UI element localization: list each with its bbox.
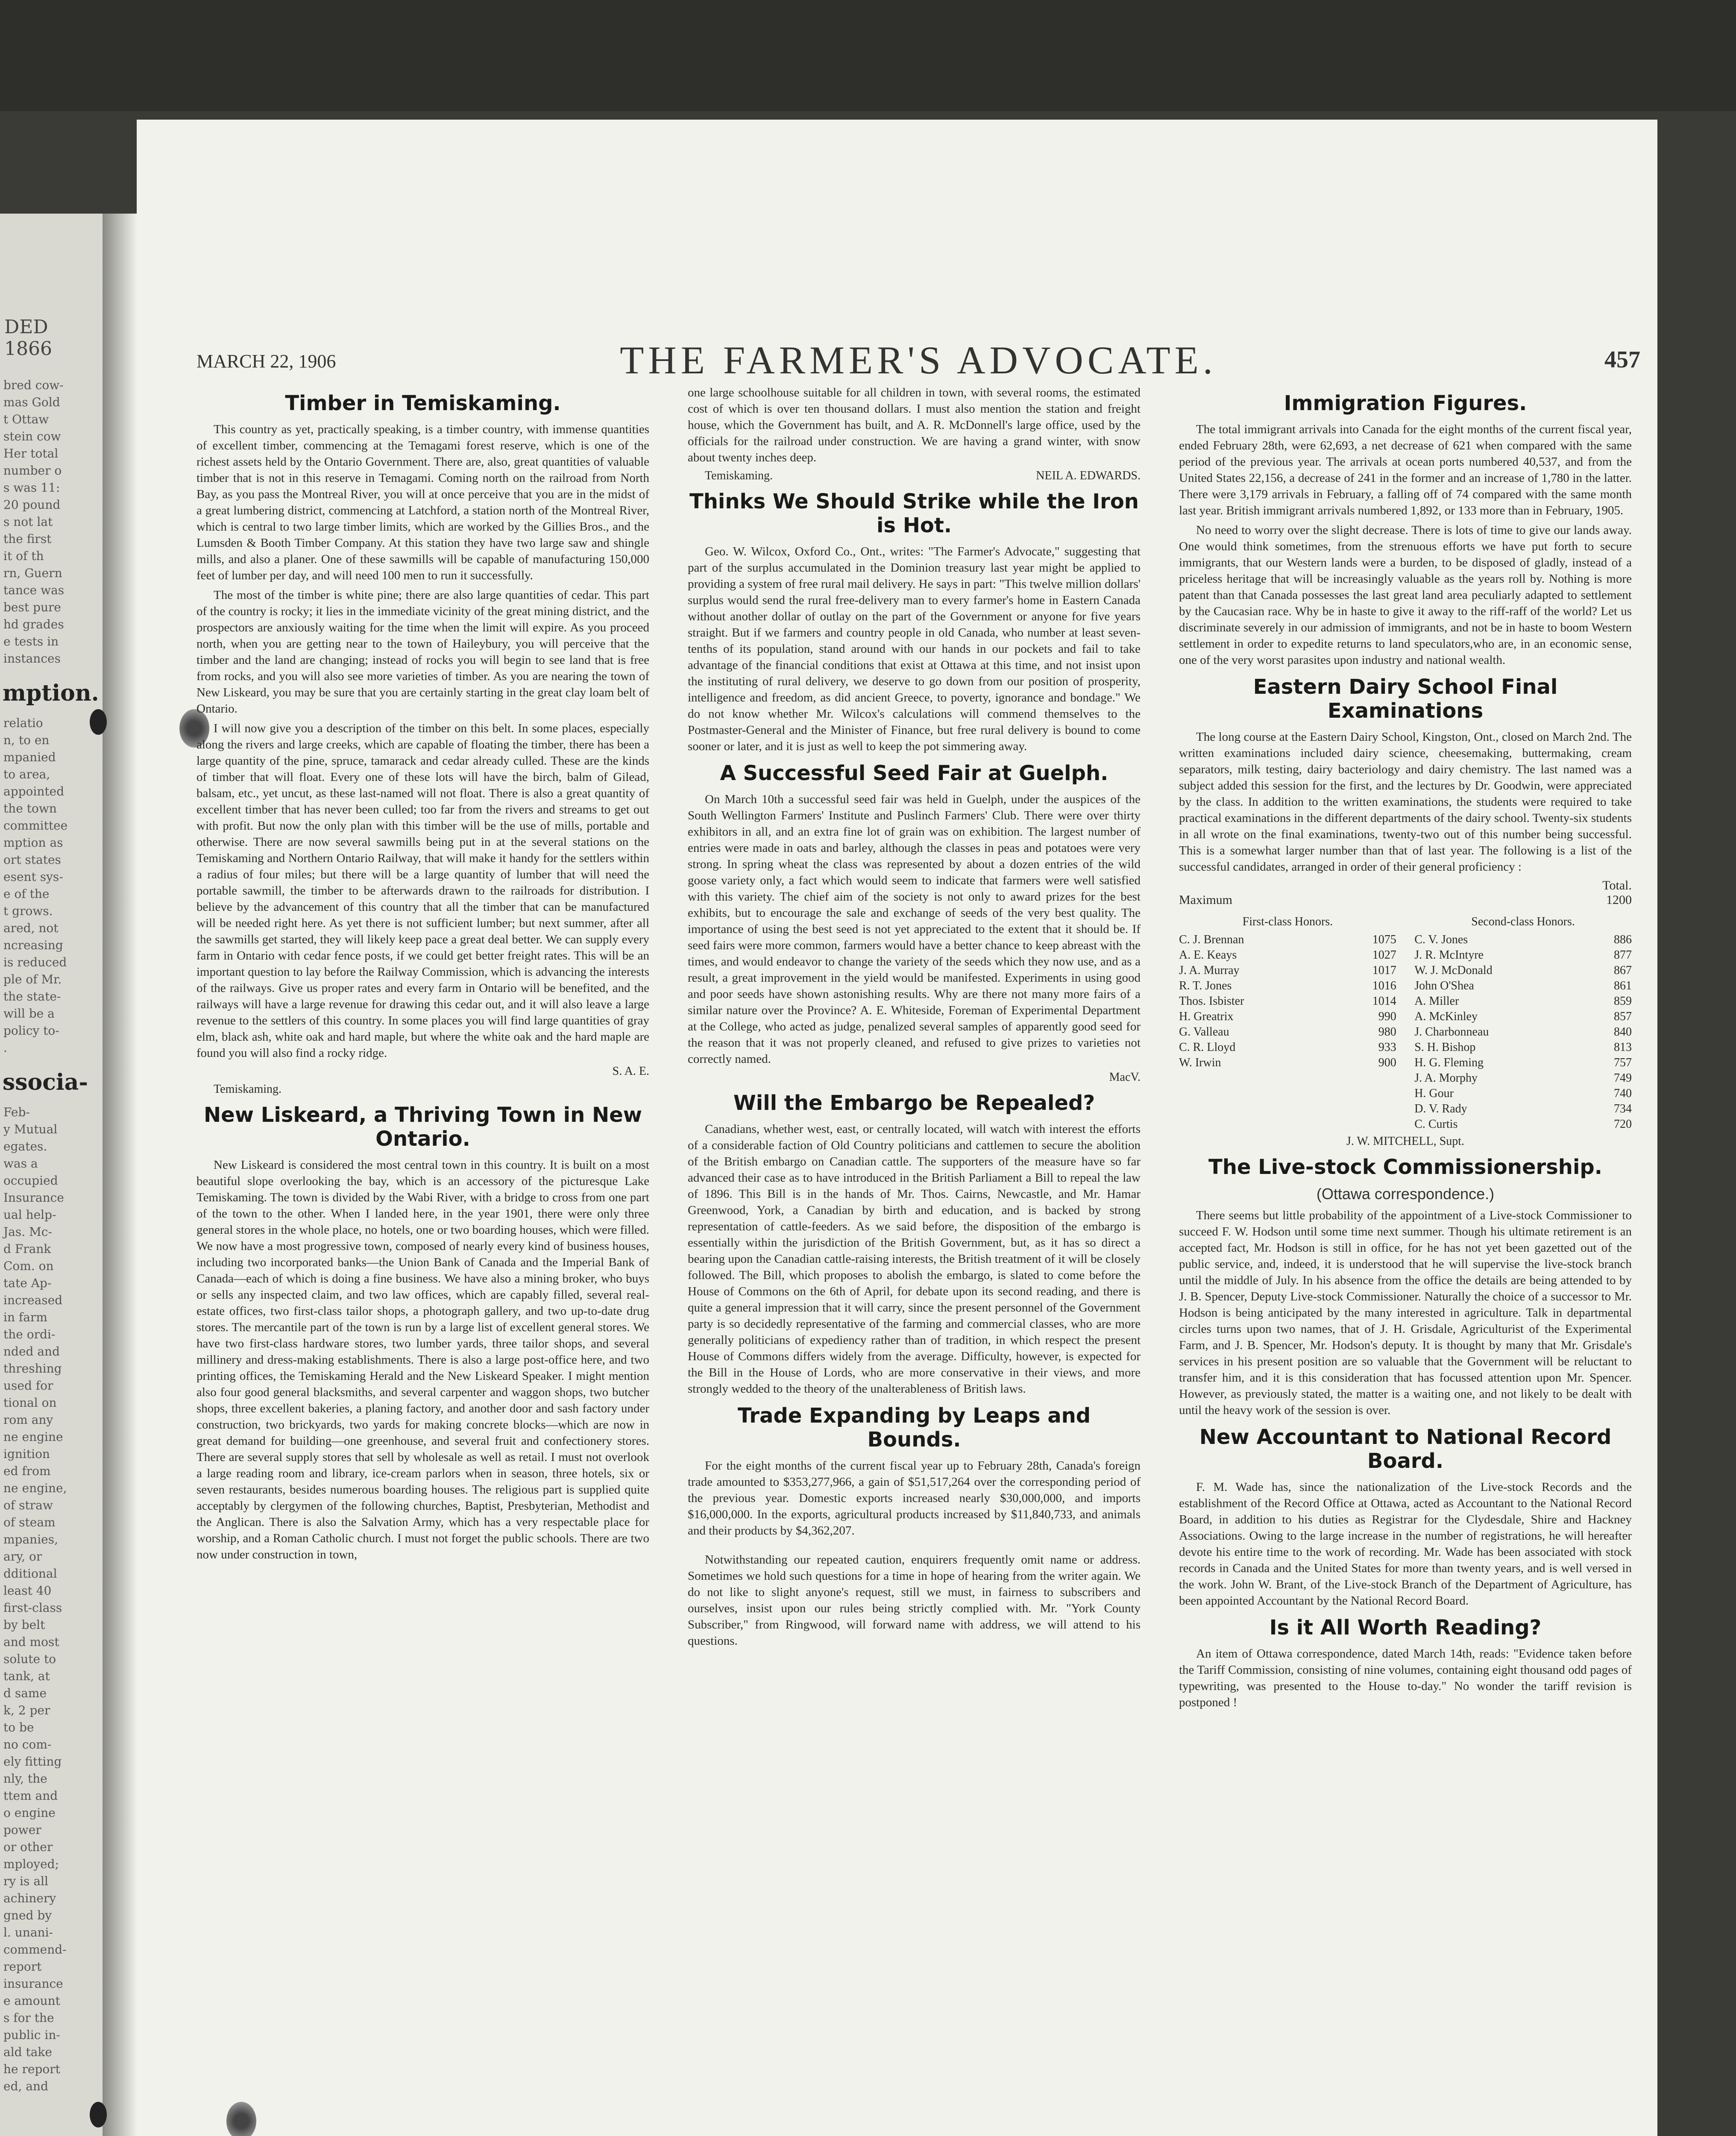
facing-page-line: s for the bbox=[3, 2011, 54, 2025]
facing-page-line: instances bbox=[3, 651, 61, 666]
facing-page-line: s not lat bbox=[3, 515, 53, 529]
facing-page-line: mpanies, bbox=[3, 1532, 58, 1546]
facing-page-line: e amount bbox=[3, 1994, 60, 2008]
article-heading: A Successful Seed Fair at Guelph. bbox=[720, 761, 1108, 785]
student-score: 900 bbox=[1378, 1056, 1396, 1069]
student-name: S. H. Bishop bbox=[1414, 1041, 1476, 1054]
facing-page-line: ignition bbox=[3, 1447, 50, 1461]
facing-page-fragment bbox=[0, 214, 103, 2136]
honors-row bbox=[1179, 1040, 1396, 1055]
facing-page-line: hd grades bbox=[3, 617, 64, 631]
signature: MacV. bbox=[1109, 1071, 1141, 1084]
student-name: W. Irwin bbox=[1179, 1056, 1221, 1069]
binding-hole-left-bottom bbox=[226, 2102, 256, 2136]
facing-page-line: achinery bbox=[3, 1891, 56, 1905]
signature-block bbox=[688, 469, 1141, 483]
facing-page-line: Feb- bbox=[3, 1105, 30, 1119]
scan-border bbox=[0, 0, 1736, 111]
honors-row bbox=[1414, 1040, 1632, 1055]
student-name: C. Curtis bbox=[1414, 1118, 1458, 1131]
facing-page-line: ely fitting bbox=[3, 1755, 62, 1769]
paragraph: The total immigrant arrivals into Canada for the eight months of the current fiscal year, ended February 28th, were 62,693, a net decrease of 621 when compared with the same period of the previous year. The arrivals at ocean ports numbered 40,537, and from the United States 22,156, a decrease of 241 in the former and an increase of 1,780 in the latter. There were 3,179 arrivals in February, a falling off of 74 compared with the same month last year. British immigrant arrivals numbered 1,892, or 133 more than in February, 1905. bbox=[1179, 423, 1632, 517]
honors-row bbox=[1179, 1024, 1396, 1040]
facing-page-line: tank, at bbox=[3, 1669, 50, 1683]
facing-page-line: nly, the bbox=[3, 1772, 47, 1786]
facing-page-line: k, 2 per bbox=[3, 1703, 50, 1717]
signature: J. W. MITCHELL, Supt. bbox=[1346, 1135, 1465, 1148]
facing-page-line: public in- bbox=[3, 2028, 60, 2042]
facing-page-line: t Ottaw bbox=[3, 412, 49, 426]
student-name: G. Valleau bbox=[1179, 1025, 1229, 1039]
student-score: 877 bbox=[1614, 948, 1632, 962]
facing-page-title-2: ssocia- bbox=[3, 1069, 88, 1095]
facing-page-line: least 40 bbox=[3, 1584, 52, 1598]
facing-page-lines-mid bbox=[0, 715, 103, 1056]
column-3 bbox=[1179, 384, 1632, 1714]
facing-page-line: of straw bbox=[3, 1498, 53, 1512]
student-score: 980 bbox=[1378, 1025, 1396, 1039]
student-score: 1075 bbox=[1372, 933, 1396, 946]
issue-date: MARCH 22, 1906 bbox=[196, 351, 336, 372]
honors-row bbox=[1414, 978, 1632, 994]
honors-row bbox=[1414, 994, 1632, 1009]
paragraph: On March 10th a successful seed fair was held in Guelph, under the auspices of the South Wellington Farmers' Institute and Puslinch Farmers' Club. There were over thirty exhibitors in all, and an extra fine lot of grain was on exhibition. The largest number of entries were made in oats and barley, although the classes in peas and potatoes were very strong. In spring wheat the class was represented by about a dozen entries of the wild goose variety only, a fact which would seem to indicate that farmers were well satisfied with this variety. The chief aim of the society is not only to award prizes for the best exhibits, but to encourage the sale and exchange of seeds of the very best quality. The importance of using the best seed is not yet appreciated to the extent that it should be. If seed fairs were more common, farmers would have a better chance to keep abreast with the times, and would endeavor to change the variety of the seeds which they now use, and as a result, a great improvement in the yield would be manifested. Experiments in using good and poor seeds have shown astonishing results. Why are there not many more fairs of a similar nature over the Province? A. E. Whiteside, Foreman of Experimental Department at the College, who acted as judge, penalized several samples of apparently good seed for the reason that it was not properly cleaned, and refused to give prizes to varieties not correctly named. bbox=[688, 792, 1141, 1066]
facing-page-line: number o bbox=[3, 464, 62, 478]
masthead-title: THE FARMER'S ADVOCATE. bbox=[620, 338, 1217, 382]
facing-page-line: ncreasing bbox=[3, 938, 63, 952]
facing-page-line: no com- bbox=[3, 1737, 52, 1752]
facing-page-line: s was 11: bbox=[3, 481, 60, 495]
honors-table bbox=[1179, 914, 1632, 1132]
facing-page-line: bred cow- bbox=[3, 378, 64, 392]
facing-page-line: to area, bbox=[3, 767, 50, 781]
facing-page-line: the ordi- bbox=[3, 1327, 56, 1341]
facing-page-line: power bbox=[3, 1823, 41, 1837]
article-heading: Timber in Temiskaming. bbox=[285, 391, 561, 415]
facing-page-line: or other bbox=[3, 1840, 53, 1854]
page-header bbox=[196, 333, 1640, 384]
student-name: A. E. Keays bbox=[1179, 948, 1237, 962]
student-name: J. A. Murray bbox=[1179, 964, 1240, 977]
paragraph: The long course at the Eastern Dairy School, Kingston, Ont., closed on March 2nd. The written examinations included dairy science, cheesemaking, buttermaking, cream separators, milk testing, dairy bacteriology and dairy chemistry. The last named was a subject added this session for the first, and the lectures by Dr. Goodwin, were appreciated by the class. In addition to the written examinations, the students were required to take practical examinations in the different departments of the dairy school. Twenty-six students in all wrote on the final examinations, twenty-two out of this number being successful. This is a somewhat larger number than that of last year. The following is a list of the successful candidates, arranged in order of their general proficiency : bbox=[1179, 730, 1632, 874]
facing-page-line: e tests in bbox=[3, 634, 59, 648]
honors-row bbox=[1179, 963, 1396, 978]
facing-page-line: to be bbox=[3, 1720, 34, 1734]
facing-page-line: y Mutual bbox=[3, 1122, 58, 1136]
signature: S. A. E. bbox=[612, 1065, 649, 1078]
facing-page-line: d same bbox=[3, 1686, 47, 1700]
facing-page-line: dditional bbox=[3, 1567, 57, 1581]
facing-page-line: increased bbox=[3, 1293, 63, 1307]
paragraph: I will now give you a description of the timber on this belt. In some places, especially along the rivers and large creeks, which are capable of floating the timber, there has been a large quantity of the pine, spruce, tamarack and cedar already culled. These are the kinds of timber that will float. Every one of these lots will have the birch, balm of Gilead, balsam, etc., yet uncut, as these last-named will not float. There is also a great quantity of excellent timber that has never been culled; too far from the rivers and streams to get out with profit. But now the only plan with this timber will be the use of mills, portable and otherwise. There are now several sawmills being put in at the several stations on the Temiskaming and Northern Ontario Railway, that will make it handy for the settlers within a radius of four miles; but there will be a large quantity of lumber that will need the portable sawmill, the timber to be afterwards drawn to the railroads for distribution. I believe by the advancement of this country that all the timber that can be manufactured will be needed right here. As yet there is not sufficient lumber; but next summer, after all the sawmills get started, they will likely keep pace a great deal better. We can supply every farm in Ontario with cedar fence posts, if we could get better freight rates. This will be an important question to lay before the Railway Commission, which is advancing the interests of the railways. Give us proper rates and every farm in Ontario will be benefited, and the railways will have a large revenue for drawing this cedar out, and it will also leave a large revenue to the settlers of this country. In some places you will find large quantities of gray elm, black ash, white oak and hard maple, but where the white oak and the hard maple are found you will also find a rocky ridge. bbox=[196, 722, 649, 1060]
facing-page-line: ry is all bbox=[3, 1874, 48, 1888]
facing-page-line: of steam bbox=[3, 1515, 56, 1529]
honors-row bbox=[1414, 963, 1632, 978]
newspaper-page bbox=[137, 120, 1657, 2136]
facing-page-header: DED 1866 bbox=[4, 316, 52, 360]
student-name: C. V. Jones bbox=[1414, 933, 1468, 946]
honors-row bbox=[1414, 1055, 1632, 1071]
honors-row bbox=[1414, 1024, 1632, 1040]
second-class-honors bbox=[1414, 914, 1632, 1132]
facing-page-line: n, to en bbox=[3, 733, 50, 747]
facing-page-line: esent sys- bbox=[3, 870, 63, 884]
facing-page-line: mployed; bbox=[3, 1857, 59, 1871]
facing-page-line: appointed bbox=[3, 784, 65, 798]
binding-hole-bottom bbox=[90, 2102, 107, 2127]
maximum-value: 1200 bbox=[1606, 893, 1632, 907]
paragraph: Geo. W. Wilcox, Oxford Co., Ont., writes: "The Farmer's Advocate," suggesting that part of the surplus accumulated in the Dominion treasury last year might be applied to providing a system of free rural mail delivery. He says in part: "This twelve million dollars' surplus would send the rural free-delivery man to every farmer's home in Eastern Canada without another dollar of outlay on the part of the Government or anyone for five years straight. But if we farmers and country people in old Canada, who number at least seven-tenths of its population, stand around with our hands in our pockets and fail to take advantage of the financial conditions that exist at Ottawa at this time, and not insist upon the instituting of rural delivery, we deserve to go down from our position of prosperity, intelligence and freedom, as did ancient Greece, to poverty, ignorance and bondage." We do not know whether Mr. Wilcox's calculations will commend themselves to the Postmaster-General and the Minister of Finance, but free rural delivery is bound to come sooner or later, and it is just as well to keep the pot simmering away. bbox=[688, 545, 1141, 753]
article-heading: New Liskeard, a Thriving Town in New Ontario. bbox=[203, 1103, 642, 1151]
paragraph: Notwithstanding our repeated caution, enquirers frequently omit name or address. Sometimes we hold such questions for a time in hope of hearing from the writer again. We do not like to slight anyone's request, still we must, in fairness to subscribers and ourselves, insist upon our rules being strictly complied with. Mr. "York County Subscriber," from Ringwood, will forward name with address, we will attend to his questions. bbox=[688, 1553, 1141, 1648]
student-name: W. J. McDonald bbox=[1414, 964, 1493, 977]
book-gutter bbox=[103, 214, 137, 2136]
total-header: Total. bbox=[1602, 878, 1632, 892]
paragraph: This country as yet, practically speaking, is a timber country, with immense quantities of excellent timber, commencing at the Temagami forest reserve, which is one of the richest assets held by the Ontario Government. There are, also, great quantities of valuable timber that is not in this reserve in Temagami. Coming north on the railroad from North Bay, as you pass the Montreal River, you will at once perceive that you are in the midst of a great lumbering district, commencing at Latchford, a station north of the Montreal River, which is central to two large timber limits, which are worked by the Gillies Bros., and the Lumsden & Booth Timber Company. At this station they have two large saw and shingle mills, and also a planer. One of these sawmills will be capable of manufacturing 150,000 feet of lumber per day, and will need 100 men to run it successfully. bbox=[196, 423, 649, 582]
honors-row bbox=[1414, 1071, 1632, 1086]
facing-page-line: Insurance bbox=[3, 1191, 64, 1205]
facing-page-line: it of th bbox=[3, 549, 44, 563]
student-score: 813 bbox=[1614, 1041, 1632, 1054]
facing-page-line: occupied bbox=[3, 1174, 58, 1188]
facing-page-line: t grows. bbox=[3, 904, 53, 918]
student-name: J. A. Morphy bbox=[1414, 1071, 1478, 1085]
student-score: 857 bbox=[1614, 1010, 1632, 1023]
student-name: J. R. McIntyre bbox=[1414, 948, 1484, 962]
signature-place: Temiskaming. bbox=[705, 469, 773, 482]
facing-page-line: the first bbox=[3, 532, 52, 546]
student-name: C. J. Brennan bbox=[1179, 933, 1244, 946]
student-score: 886 bbox=[1614, 933, 1632, 946]
honors-row bbox=[1414, 932, 1632, 948]
facing-page-line: . bbox=[3, 1041, 7, 1055]
facing-page-line: will be a bbox=[3, 1006, 55, 1021]
facing-page-line: gned by bbox=[3, 1908, 52, 1922]
honors-row bbox=[1414, 1009, 1632, 1024]
facing-page-line: ald take bbox=[3, 2045, 52, 2059]
student-score: 1017 bbox=[1372, 964, 1396, 977]
facing-page-line: the town bbox=[3, 801, 57, 816]
page-number: 457 bbox=[1604, 346, 1640, 373]
facing-page-line: ed, and bbox=[3, 2079, 48, 2093]
student-name: R. T. Jones bbox=[1179, 979, 1232, 992]
facing-page-line: was a bbox=[3, 1156, 38, 1171]
facing-page-line: best pure bbox=[3, 600, 61, 614]
facing-page-line: ttem and bbox=[3, 1789, 58, 1803]
student-score: 734 bbox=[1614, 1102, 1632, 1115]
student-score: 933 bbox=[1378, 1041, 1396, 1054]
student-score: 1016 bbox=[1372, 979, 1396, 992]
student-name: A. McKinley bbox=[1414, 1010, 1478, 1023]
article-heading: Trade Expanding by Leaps and Bounds. bbox=[737, 1404, 1091, 1452]
facing-page-line: policy to- bbox=[3, 1024, 59, 1038]
facing-page-line: ared, not bbox=[3, 921, 59, 935]
facing-page-line: solute to bbox=[3, 1652, 56, 1666]
honors-row bbox=[1414, 948, 1632, 963]
student-name: H. Gour bbox=[1414, 1087, 1454, 1100]
student-score: 859 bbox=[1614, 995, 1632, 1008]
paragraph: For the eight months of the current fiscal year up to February 28th, Canada's foreign trade amounted to $353,277,966, a gain of $51,517,264 over the corresponding period of the previous year. Domestic exports increased nearly $30,000,000, and imports $16,000,000. In the exports, agricultural products increased by $11,840,733, and animals and their products by $4,362,207. bbox=[688, 1459, 1141, 1537]
facing-page-line: committee bbox=[3, 819, 68, 833]
facing-page-lines-bottom bbox=[0, 1104, 103, 2095]
facing-page-line: mpanied bbox=[3, 750, 56, 764]
student-score: 840 bbox=[1614, 1025, 1632, 1039]
facing-page-line: l. unani- bbox=[3, 1925, 53, 1939]
student-score: 740 bbox=[1614, 1087, 1632, 1100]
facing-page-line: ort states bbox=[3, 853, 61, 867]
article-heading: Thinks We Should Strike while the Iron is Hot. bbox=[689, 490, 1139, 537]
first-class-header: First-class Honors. bbox=[1242, 915, 1333, 928]
facing-page-line: ne engine bbox=[3, 1430, 63, 1444]
student-score: 757 bbox=[1614, 1056, 1632, 1069]
article-heading: Will the Embargo be Repealed? bbox=[733, 1091, 1095, 1115]
student-score: 861 bbox=[1614, 979, 1632, 992]
facing-page-line: report bbox=[3, 1960, 42, 1974]
signature-place: Temiskaming. bbox=[214, 1083, 282, 1096]
facing-page-line: nded and bbox=[3, 1344, 60, 1358]
facing-page-line: first-class bbox=[3, 1601, 62, 1615]
facing-page-line: threshing bbox=[3, 1361, 62, 1376]
facing-page-line: o engine bbox=[3, 1806, 56, 1820]
facing-page-line: ple of Mr. bbox=[3, 972, 62, 986]
paragraph: Canadians, whether west, east, or centrally located, will watch with interest the efforts of a considerable faction of Old Country politicians and cattlemen to secure the abolition of the British embargo on Canadian cattle. The supporters of the measure have so far advanced their case as to have introduced in the British Parliament a Bill to repeal the law of 1896. This Bill is in the hands of Mr. Thos. Cairns, Newcastle, and Mr. Hamar Greenwood, York, a Canadian by birth and education, and is backed by strong representation of cattle-feeders. As we said before, the disposition of the embargo is essentially within the jurisdiction of the British Government, but, as it has so direct a bearing upon the Canadian cattle-raising interests, the British treatment of it will be closely followed. The Bill, which proposes to abolish the embargo, is slated to come before the House of Commons on the 6th of April, for debate upon its second reading, and there is quite a general impression that it will carry, since the present personnel of the Government party is so decidedly representative of the farming and commercial classes, who are more generally politicians of expediency rather than of tradition, in which respect the present House of Commons differs widely from the average. Difficulty, however, is expected for the Bill in the House of Lords, who are more conservative in their views, and more strongly wedded to the theory of the unalterableness of British laws. bbox=[688, 1122, 1141, 1396]
honors-row bbox=[1179, 1055, 1396, 1071]
student-score: 867 bbox=[1614, 964, 1632, 977]
article-heading: Eastern Dairy School Final Examinations bbox=[1253, 675, 1558, 723]
paragraph: The most of the timber is white pine; there are also large quantities of cedar. This part of the country is rocky; it lies in the immediate vicinity of the great mining district, and the prospectors are anxiously waiting for the time when the limit will expire. As you proceed north, when you are getting near to the town of Haileybury, you will perceive that the timber and the land are changing; instead of rocks you will begin to see land that is free from rocks, and you will also see more varieties of timber. As you are nearing the town of New Liskeard, you may be sure that you are certainly starting in the great clay loam belt of Ontario. bbox=[196, 588, 649, 716]
article-heading: New Accountant to National Record Board. bbox=[1199, 1425, 1612, 1473]
facing-page-line: he report bbox=[3, 2062, 60, 2076]
paragraph: An item of Ottawa correspondence, dated March 14th, reads: "Evidence taken before the Tariff Commission, consisting of nine volumes, containing eight thousand odd pages of typewriting, was presented to the House to-day." No wonder the tariff revision is postponed ! bbox=[1179, 1647, 1632, 1709]
facing-page-line: ary, or bbox=[3, 1549, 42, 1564]
student-score: 1027 bbox=[1372, 948, 1396, 962]
facing-page-lines-top bbox=[0, 377, 103, 667]
paragraph: New Liskeard is considered the most central town in this country. It is built on a most beautiful slope overlooking the bay, which is an accessory of the picturesque Lake Temiskaming. The town is divided by the Wabi River, with a bridge to cross from one part of the town to the other. When I landed here, in the year 1901, there were only three general stores in the whole place, no hotels, one or two boarding houses, which were filled. We now have a most progressive town, composed of nearly every kind of business houses, including two incorporated banks—the Union Bank of Canada and the Imperial Bank of Canada—each of which is doing a fine business. We have also a mining broker, who buys or sells any inspected claim, and two law offices, which are capably filled, several real-estate offices, two first-class tailor shops, a photograph gallery, and two up-to-date drug stores. The mercantile part of the town is run by a large list of excellent general stores. We have two first-class hardware stores, two lumber yards, three tailor shops, and several millinery and dress-making establishments. There is also a large post-office here, and two printing offices, the Temiskaming Herald and the New Liskeard Speaker. I might mention also four good general blacksmiths, and several carpenter and waggon shops, two butcher shops, three excellent bakeries, a planing factory, and another door and sash factory under construction, two brickyards, two yards for making concrete blocks—which are now in great demand for building—one greenhouse, and several fruit and confectionery stores. There are several supply stores that sell by wholesale as well as retail. I must not overlook a large reading room and library, ice-cream parlors when in season, three hotels, six or seven restaurants, besides numerous boarding houses. The religious part is supplied quite acceptably by clergymen of the following churches, Baptist, Presbyterian, Methodist and the Anglican. There is also the Salvation Army, which has a very respectable place for worship, and a Roman Catholic church. I must not forget the public schools. There are two now under construction in town, bbox=[196, 1158, 649, 1561]
paragraph: one large schoolhouse suitable for all children in town, with several rooms, the estimated cost of which is over ten thousand dollars. I must also mention the station and freight house, which the Government has built, and A. R. McDonnell's large office, used by the officials for the railroad under construction. We are having a grand winter, with snow about twenty inches deep. bbox=[688, 386, 1141, 464]
student-name: C. R. Lloyd bbox=[1179, 1041, 1236, 1054]
first-class-honors bbox=[1179, 914, 1396, 1132]
facing-page-line: rom any bbox=[3, 1413, 53, 1427]
binding-hole-top bbox=[90, 709, 107, 735]
facing-page-line: in farm bbox=[3, 1310, 47, 1324]
paragraph: F. M. Wade has, since the nationalization of the Live-stock Records and the establishment of the Record Office at Ottawa, acted as Accountant to the National Record Board, in addition to his duties as Registrar for the Clydesdale, Shire and Hackney Associations. Owing to the large increase in the number of registrations, he will hereafter devote his entire time to the work of recording. Mr. Wade has been associated with stock records in Canada and the United States for more than twenty years, and is well versed in the work. John W. Brant, of the Live-stock Branch of the Department of Agriculture, has been appointed Accountant by the National Record Board. bbox=[1179, 1480, 1632, 1608]
maximum-row bbox=[1179, 893, 1632, 907]
facing-page-line: mption as bbox=[3, 836, 63, 850]
facing-page-line: rn, Guern bbox=[3, 566, 62, 580]
facing-page-line: ual help- bbox=[3, 1208, 56, 1222]
student-score: 749 bbox=[1614, 1071, 1632, 1085]
facing-page-line: used for bbox=[3, 1379, 53, 1393]
honors-row bbox=[1179, 1009, 1396, 1024]
facing-page-title-1: mption. bbox=[3, 680, 99, 706]
second-class-header: Second-class Honors. bbox=[1471, 915, 1575, 928]
article-heading: The Live-stock Commissionership. bbox=[1208, 1155, 1602, 1179]
facing-page-line: the state- bbox=[3, 989, 61, 1003]
column-1 bbox=[196, 384, 649, 1566]
facing-page-line: Jas. Mc- bbox=[3, 1225, 52, 1239]
signature: NEIL A. EDWARDS. bbox=[1036, 469, 1141, 482]
facing-page-line: d Frank bbox=[3, 1242, 51, 1256]
honors-row bbox=[1179, 978, 1396, 994]
facing-page-line: ed from bbox=[3, 1464, 51, 1478]
student-score: 990 bbox=[1378, 1010, 1396, 1023]
facing-page-line: and most bbox=[3, 1635, 59, 1649]
article-subheading: (Ottawa correspondence.) bbox=[1316, 1185, 1495, 1203]
student-name: Thos. Isbister bbox=[1179, 995, 1244, 1008]
honors-row bbox=[1179, 994, 1396, 1009]
facing-page-line: insurance bbox=[3, 1977, 63, 1991]
honors-row bbox=[1414, 1101, 1632, 1117]
facing-page-line: ne engine, bbox=[3, 1481, 67, 1495]
article-heading: Is it All Worth Reading? bbox=[1269, 1616, 1542, 1640]
student-name: D. V. Rady bbox=[1414, 1102, 1467, 1115]
paragraph: No need to worry over the slight decrease. There is lots of time to give our lands away. One would think sometimes, from the strenuous efforts we have put forth to secure immigrants, that our Western lands were a burden, to be disposed of gladly, instead of a priceless heritage that will be increasingly valuable as the years roll by. Nothing is more patent than that Canada possesses the last great land area peculiarly adapted to settlement by the Caucasian race. Why be in haste to give it away to the riff-raff of the world? Let us discriminate severely in our admission of immigrants, and not be in haste to boom Western settlement in order to expedite returns to land speculators,who are, in an economic sense, one of the very worst parasites upon industry and national wealth. bbox=[1179, 523, 1632, 667]
facing-page-line: 20 pound bbox=[3, 498, 61, 512]
facing-page-line: Her total bbox=[3, 446, 59, 461]
student-name: H. G. Fleming bbox=[1414, 1056, 1484, 1069]
facing-page-line: commend- bbox=[3, 1942, 67, 1957]
facing-page-line: e of the bbox=[3, 887, 50, 901]
student-score: 1014 bbox=[1372, 995, 1396, 1008]
maximum-label: Maximum bbox=[1179, 893, 1232, 907]
facing-page-line: by belt bbox=[3, 1618, 45, 1632]
facing-page-line: tance was bbox=[3, 583, 65, 597]
honors-row bbox=[1414, 1086, 1632, 1101]
facing-page-line: Com. on bbox=[3, 1259, 54, 1273]
honors-row bbox=[1179, 948, 1396, 963]
facing-page-line: stein cow bbox=[3, 429, 61, 443]
student-name: John O'Shea bbox=[1414, 979, 1474, 992]
column-2 bbox=[688, 384, 1141, 1652]
facing-page-line: tional on bbox=[3, 1396, 57, 1410]
facing-page-line: mas Gold bbox=[3, 395, 60, 409]
facing-page-line: tate Ap- bbox=[3, 1276, 52, 1290]
facing-page-line: relatio bbox=[3, 716, 43, 730]
student-name: H. Greatrix bbox=[1179, 1010, 1234, 1023]
facing-page-line: is reduced bbox=[3, 955, 67, 969]
student-name: A. Miller bbox=[1414, 995, 1459, 1008]
honors-row bbox=[1414, 1117, 1632, 1132]
article-heading: Immigration Figures. bbox=[1284, 391, 1527, 415]
student-score: 720 bbox=[1614, 1118, 1632, 1131]
honors-row bbox=[1179, 932, 1396, 948]
facing-page-line: egates. bbox=[3, 1139, 47, 1153]
paragraph: There seems but little probability of the appointment of a Live-stock Commissioner to succeed F. W. Hodson until some time next summer. Though his ultimate retirement is an accepted fact, Mr. Hodson is still in office, for he has not yet been gazetted out of the public service, and, indeed, it is understood that he will supervise the live-stock branch until the middle of July. In his absence from the office the details are being attended to by J. B. Spencer, Deputy Live-stock Commissioner. Naturally the choice of a successor to Mr. Hodson is being anticipated by the many interested in agriculture. Talk in departmental circles turns upon two names, that of J. H. Grisdale, Agriculturist of the Experimental Farm, and J. B. Spencer, Mr. Hodson's deputy. It is thought by many that Mr. Grisdale's services in his present position are so valuable that the Government will be reluctant to transfer him, and it is this consideration that has focussed attention upon Mr. Spencer. However, as previously stated, the matter is a waiting one, and not likely to be dealt with until the heavy work of the session is over. bbox=[1179, 1209, 1632, 1417]
student-name: J. Charbonneau bbox=[1414, 1025, 1489, 1039]
